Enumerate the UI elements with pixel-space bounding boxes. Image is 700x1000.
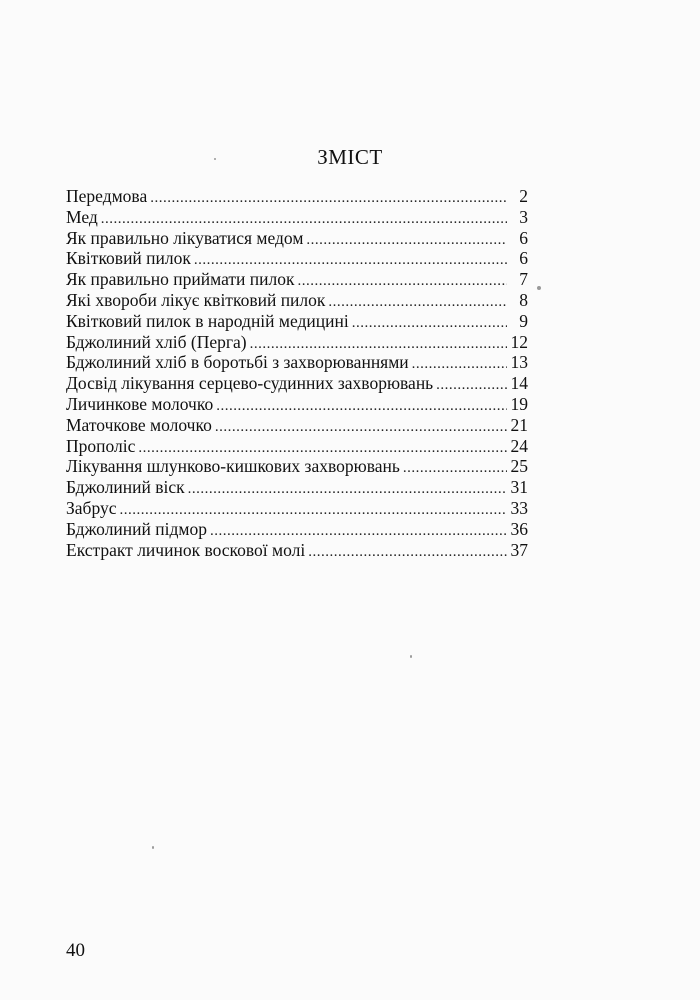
dot-leader — [403, 458, 507, 479]
toc-entry-page: 33 — [510, 497, 528, 518]
toc-entry-label: Як правильно приймати пилок — [66, 269, 295, 290]
toc-entry — [66, 332, 528, 353]
toc-entry-label: Бджолиний хліб в боротьбі з захворюваннями — [66, 352, 409, 373]
toc-entry-label: Прополіс — [66, 435, 136, 456]
dot-leader — [306, 230, 507, 251]
toc-entry — [66, 352, 528, 373]
toc-entry-page: 13 — [510, 352, 528, 373]
scan-speck — [214, 158, 216, 160]
toc-entry-label: Квітковий пилок в народній медицині — [66, 310, 349, 331]
toc-entry — [66, 477, 528, 498]
dot-leader — [436, 375, 507, 396]
toc-entry-page: 9 — [519, 310, 528, 331]
toc-entry-label: Забрус — [66, 497, 117, 518]
toc-entry-page: 36 — [510, 518, 528, 539]
toc-entry-page: 2 — [519, 186, 528, 206]
toc-entry — [66, 415, 528, 436]
dot-leader — [250, 334, 507, 355]
toc-entry-page: 25 — [510, 456, 528, 477]
scan-speck — [152, 846, 154, 849]
toc-entry-page: 6 — [519, 248, 528, 269]
dot-leader — [210, 521, 507, 542]
toc-entry-label: Бджолиний хліб (Перга) — [66, 331, 247, 352]
dot-leader — [194, 250, 507, 271]
toc-entry-label: Передмова — [66, 186, 148, 206]
dot-leader — [352, 313, 507, 334]
toc-entry-page: 14 — [510, 373, 528, 394]
toc-entry — [66, 456, 528, 477]
toc-entry — [66, 373, 528, 394]
dot-leader — [188, 479, 507, 500]
toc-entry-page: 21 — [510, 414, 528, 435]
toc-entry-label: Маточкове молочко — [66, 414, 212, 435]
page-title: ЗМІСТ — [317, 145, 383, 169]
toc-entry-page: 3 — [519, 206, 528, 227]
dot-leader — [101, 209, 507, 230]
toc-entry-page: 12 — [510, 331, 528, 352]
page-number: 40 — [66, 940, 85, 961]
toc-entry-label: Як правильно лікуватися медом — [66, 227, 304, 248]
toc-entry — [66, 269, 528, 290]
toc-entry — [66, 207, 528, 228]
toc-entry-label: Бджолиний віск — [66, 477, 185, 498]
toc-entry-page: 31 — [510, 477, 528, 498]
toc-entry-label: Екстракт личинок воскової молі — [66, 539, 306, 560]
toc-entry-label: Квітковий пилок — [66, 248, 191, 269]
toc-entry — [66, 540, 528, 561]
toc-entry — [66, 311, 528, 332]
toc-entry-label: Досвід лікування серцево-судинних захворювань — [66, 373, 434, 394]
toc-entry — [66, 519, 528, 540]
toc-entry-page: 6 — [519, 227, 528, 248]
toc-entry — [66, 186, 528, 207]
toc-entry — [66, 290, 528, 311]
toc-entry-label: Які хвороби лікує квітковий пилок — [66, 289, 326, 310]
toc-entry — [66, 436, 528, 457]
dot-leader — [150, 188, 507, 209]
dot-leader — [297, 271, 507, 292]
table-of-contents — [66, 186, 528, 560]
dot-leader — [216, 396, 507, 417]
scan-speck — [410, 655, 412, 658]
dot-leader — [138, 438, 507, 459]
toc-entry-page: 24 — [510, 435, 528, 456]
toc-entry-label: Лікування шлунково-кишкових захворювань — [66, 456, 400, 477]
toc-entry — [66, 498, 528, 519]
dot-leader — [215, 417, 507, 438]
toc-entry-label: Бджолиний підмор — [66, 518, 207, 539]
dot-leader — [119, 500, 507, 521]
toc-entry-page: 7 — [519, 269, 528, 290]
toc-entry-page: 8 — [519, 289, 528, 310]
scan-speck — [537, 286, 541, 290]
toc-entry — [66, 394, 528, 415]
toc-entry-page: 19 — [510, 393, 528, 414]
toc-entry — [66, 248, 528, 269]
dot-leader — [412, 354, 507, 375]
dot-leader — [308, 542, 507, 563]
dot-leader — [328, 292, 507, 313]
toc-entry-page: 37 — [510, 539, 528, 560]
toc-entry-label: Мед — [66, 206, 98, 227]
toc-entry-label: Личинкове молочко — [66, 393, 214, 414]
toc-entry — [66, 228, 528, 249]
